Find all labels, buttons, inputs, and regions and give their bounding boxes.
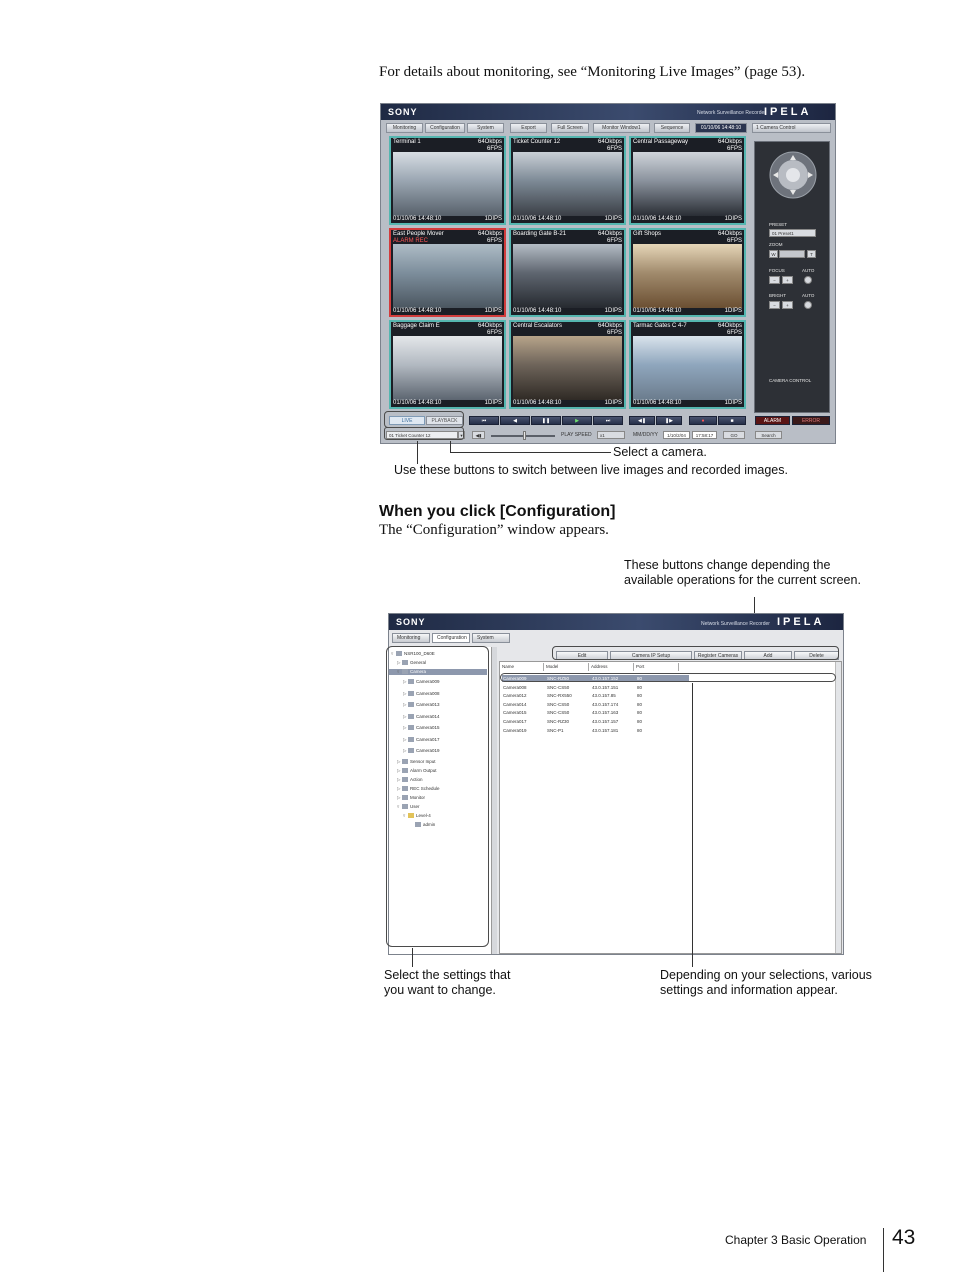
camera-tile[interactable]	[509, 228, 626, 317]
table-cell: 43.0.157.151	[592, 684, 619, 690]
camera-fps: 6FPS	[606, 330, 622, 336]
camera-name: Central Passageway	[633, 139, 689, 145]
focus-auto-label: AUTO	[802, 268, 815, 273]
skip-end-button[interactable]: ⏭	[593, 416, 623, 425]
date-label: MM/DD/YY	[633, 432, 658, 438]
title-bar	[389, 614, 844, 630]
section-body: The “Configuration” window appears.	[379, 522, 609, 538]
frame-back-button[interactable]: ◀❚	[629, 416, 655, 425]
table-cell: Camera015	[503, 710, 527, 716]
camera-name: Boarding Gate B-21	[513, 231, 567, 237]
camera-control-select[interactable]: 1 Camera Control	[752, 123, 831, 133]
callout-buttons-line2: available operations for the current screen.	[624, 573, 861, 587]
bright-auto-label: AUTO	[802, 293, 815, 298]
datetime-display: 01/10/06 14:48:10	[695, 123, 747, 133]
delete-button[interactable]: Delete	[794, 651, 839, 660]
tab-system[interactable]: System	[467, 123, 504, 133]
camera-timestamp: 01/10/06 14:48:10	[393, 216, 442, 222]
sony-logo: SONY	[396, 617, 426, 627]
camera-tile[interactable]	[629, 228, 746, 317]
tree-item-rec-schedule[interactable]: ▷ REC Schedule	[397, 786, 440, 791]
camera-timestamp: 01/10/06 14:48:10	[633, 400, 682, 406]
play-speed-label: PLAY SPEED	[561, 432, 592, 438]
camera-ips: 1DIPS	[484, 400, 502, 406]
zoom-wide-button[interactable]: W	[769, 250, 778, 258]
alarm-rec-badge: ALARM REC	[393, 238, 429, 244]
callout-info-line2: settings and information appear.	[660, 983, 838, 997]
table-cell: 43.0.157.181	[592, 727, 619, 733]
camera-bitrate: 64Okbps	[597, 323, 622, 329]
tree-item-camera-child[interactable]: ▷ Camera009	[403, 679, 440, 684]
sequence-button[interactable]: Sequence	[654, 123, 690, 133]
camera-timestamp: 01/10/06 14:48:10	[513, 400, 562, 406]
camera-feed-image	[393, 336, 502, 400]
callout-info-line1: Depending on your selections, various	[660, 968, 872, 982]
tree-item-label: Camera015	[416, 725, 440, 730]
tree-item-admin[interactable]: admin	[415, 822, 435, 827]
callout-settings-line1: Select the settings that	[384, 968, 511, 982]
tree-item-alarm-output[interactable]: ▷ Alarm Output	[397, 768, 437, 773]
tab-configuration[interactable]: Configuration	[432, 633, 470, 643]
bright-minus-button[interactable]: −	[769, 301, 780, 309]
full-screen-button[interactable]: Full Screen	[551, 123, 589, 133]
tree-item-camera-child[interactable]: ▷ Camera013	[403, 702, 440, 707]
tree-item-camera-child[interactable]: ▷ Camera014	[403, 713, 440, 719]
table-cell: Camera014	[503, 701, 527, 707]
camera-ips: 1DIPS	[724, 400, 742, 406]
zoom-slider[interactable]	[779, 250, 805, 258]
camera-select-highlight	[384, 427, 464, 440]
tree-item-camera[interactable]: ▿ Camera	[389, 669, 487, 675]
tree-item-camera-child[interactable]: ▷ Camera017	[403, 736, 440, 742]
camera-feed-image	[393, 152, 502, 216]
column-header-port[interactable]: Port	[634, 663, 679, 671]
date-input[interactable]: 1/10/2/04	[663, 431, 690, 439]
bright-auto-button[interactable]	[804, 301, 812, 309]
play-speed-select[interactable]: x1	[597, 431, 625, 439]
register-cameras-button[interactable]: Register Cameras	[694, 651, 742, 660]
tree-item-general[interactable]: ▷ General	[397, 660, 427, 665]
camera-bitrate: 64Okbps	[597, 231, 622, 237]
table-cell: Camera017	[503, 719, 527, 724]
table-cell: 80	[637, 727, 643, 733]
volume-slider-handle[interactable]	[523, 431, 526, 440]
time-input[interactable]: 17:58:17	[692, 431, 717, 439]
tab-monitoring[interactable]: Monitoring	[386, 123, 423, 133]
tree-item-label: Camera017	[416, 736, 440, 742]
camera-timestamp: 01/10/06 14:48:10	[633, 308, 682, 314]
camera-tile[interactable]	[389, 320, 506, 409]
table-cell: Camera009	[503, 676, 527, 681]
camera-fps: 6FPS	[486, 238, 502, 244]
camera-fps: 6FPS	[606, 238, 622, 244]
camera-timestamp: 01/10/06 14:48:10	[393, 400, 442, 406]
table-cell: SNC-RZ30	[547, 719, 570, 724]
camera-ips: 1DIPS	[604, 308, 622, 314]
pause-button[interactable]: ❚❚	[531, 416, 561, 425]
camera-feed-image	[633, 336, 742, 400]
ipela-logo: IPELA	[764, 106, 812, 118]
camera-fps: 6FPS	[726, 146, 742, 152]
product-name: Network Surveillance Recorder	[701, 621, 770, 627]
tree-item-camera-child[interactable]: ▷ Camera008	[403, 690, 440, 696]
camera-name: Tarmac Gates C 4-7	[633, 323, 687, 329]
table-cell: 80	[637, 710, 643, 716]
focus-auto-button[interactable]	[804, 276, 812, 284]
column-header-address[interactable]: Address	[589, 663, 634, 671]
camera-tile[interactable]	[389, 228, 506, 317]
tree-item-label: Camera019	[416, 748, 440, 753]
monitoring-screenshot	[380, 103, 836, 444]
table-cell: Camera019	[503, 727, 527, 733]
table-cell: SNC-CS50	[547, 710, 570, 716]
callout-select-camera: Select a camera.	[613, 445, 707, 459]
callout-live-playback: Use these buttons to switch between live images and recorded images.	[394, 463, 788, 477]
leader-line	[450, 452, 611, 453]
tree-scrollbar[interactable]	[492, 647, 497, 955]
camera-ips: 1DIPS	[484, 216, 502, 222]
camera-ip-setup-button[interactable]: Camera IP Setup	[610, 651, 692, 660]
camera-timestamp: 01/10/06 14:48:10	[633, 216, 682, 222]
audio-icon[interactable]: ◀▮	[472, 431, 485, 439]
export-button[interactable]: Export	[510, 123, 547, 133]
camera-control-panel	[754, 141, 830, 413]
grid-scrollbar[interactable]	[835, 662, 841, 953]
camera-feed-image	[513, 152, 622, 216]
camera-tile[interactable]	[629, 136, 746, 225]
camera-feed-image	[513, 336, 622, 400]
camera-ips: 1DIPS	[724, 308, 742, 314]
tab-system[interactable]: System	[472, 633, 510, 643]
table-cell: Camera008	[503, 684, 527, 690]
tree-item-level[interactable]: ▿ Level-4	[403, 813, 431, 818]
step-back-button[interactable]: ◀	[500, 416, 530, 425]
table-cell: 43.0.157.85	[592, 693, 616, 699]
camera-fps: 6FPS	[726, 330, 742, 336]
add-button[interactable]: Add	[744, 651, 792, 660]
focus-minus-button[interactable]: −	[769, 276, 780, 284]
column-header-name[interactable]: Name	[500, 663, 544, 671]
camera-ips: 1DIPS	[604, 400, 622, 406]
camera-ips: 1DIPS	[484, 308, 502, 314]
tree-item-label: Camera014	[416, 713, 440, 719]
action-buttons-highlight	[552, 646, 839, 660]
camera-bitrate: 64Okbps	[717, 139, 742, 145]
tree-item-sensor-input[interactable]: ▷ Sensor Input	[397, 759, 436, 764]
camera-fps: 6FPS	[486, 330, 502, 336]
table-cell: SNC-CS50	[547, 701, 570, 707]
live-playback-highlight	[384, 411, 464, 428]
edit-button[interactable]: Edit	[556, 651, 608, 660]
table-cell: 43.0.157.174	[592, 701, 619, 707]
camera-name: Baggage Claim E	[393, 323, 440, 329]
camera-name: Ticket Counter 12	[513, 139, 561, 145]
record-button[interactable]: ●	[689, 416, 717, 425]
table-cell: 43.0.157.157	[592, 719, 619, 724]
camera-timestamp: 01/10/06 14:48:10	[513, 216, 562, 222]
camera-list-grid	[499, 661, 842, 954]
camera-name: Terminal 1	[393, 139, 421, 145]
camera-fps: 6FPS	[726, 238, 742, 244]
camera-bitrate: 64Okbps	[477, 323, 502, 329]
table-cell: 80	[637, 676, 643, 681]
playback-button[interactable]: PLAYBACK	[426, 416, 463, 425]
table-cell: 43.0.157.152	[592, 676, 619, 681]
footer-divider	[883, 1228, 884, 1272]
selected-row-outline	[500, 673, 836, 682]
camera-bitrate: 64Okbps	[717, 231, 742, 237]
leader-line	[417, 441, 418, 464]
table-cell: Camera012	[503, 693, 527, 699]
error-indicator: ERROR	[792, 416, 830, 425]
table-cell: 80	[637, 719, 643, 724]
callout-buttons-line1: These buttons change depending the	[624, 558, 831, 572]
camera-feed-image	[633, 152, 742, 216]
camera-name: East People Mover	[393, 231, 444, 237]
page-number: 43	[892, 1226, 916, 1249]
camera-fps: 6FPS	[606, 146, 622, 152]
camera-fps: 6FPS	[486, 146, 502, 152]
table-cell: SNC-RZ50	[547, 676, 570, 681]
table-cell: 80	[637, 684, 643, 690]
camera-feed-image	[633, 244, 742, 308]
leader-line	[412, 948, 413, 967]
product-name: Network Surveillance Recorder	[697, 110, 766, 116]
monitor-window-select[interactable]: Monitor Window1	[593, 123, 650, 133]
skip-start-button[interactable]: ⏮	[469, 416, 499, 425]
camera-feed-image	[513, 244, 622, 308]
tab-monitoring[interactable]: Monitoring	[392, 633, 430, 643]
camera-timestamp: 01/10/06 14:48:10	[513, 308, 562, 314]
stop-button[interactable]: ■	[718, 416, 746, 425]
camera-timestamp: 01/10/06 14:48:10	[393, 308, 442, 314]
tree-item-user[interactable]: ▿ User	[397, 804, 420, 809]
ipela-logo: IPELA	[777, 616, 825, 628]
focus-label: FOCUS	[769, 268, 785, 273]
intro-text: For details about monitoring, see “Monitoring Live Images” (page 53).	[379, 64, 806, 80]
camera-control-label: CAMERA CONTROL	[769, 378, 812, 383]
camera-select[interactable]: 01 Ticket Counter 12	[386, 431, 458, 439]
table-cell: 80	[637, 693, 643, 699]
tree-item-camera-child[interactable]: ▷ Camera019	[403, 748, 440, 753]
settings-tree-highlight	[386, 646, 489, 947]
tree-item-camera-child[interactable]: ▷ Camera015	[403, 725, 440, 730]
table-cell: SNC-P1	[547, 727, 564, 733]
zoom-tele-button[interactable]: T	[807, 250, 816, 258]
bright-plus-button[interactable]: +	[782, 301, 793, 309]
camera-tile[interactable]	[509, 136, 626, 225]
camera-ips: 1DIPS	[724, 216, 742, 222]
play-button[interactable]: ▶	[562, 416, 592, 425]
bright-label: BRIGHT	[769, 293, 787, 298]
camera-name: Gift Shops	[633, 231, 662, 237]
callout-settings-line2: you want to change.	[384, 983, 496, 997]
zoom-label: ZOOM	[769, 242, 783, 247]
table-cell: SNC-CS50	[547, 684, 570, 690]
go-button[interactable]: GO	[723, 431, 745, 439]
section-heading: When you click [Configuration]	[379, 503, 616, 520]
column-header-model[interactable]: Model	[544, 663, 589, 671]
camera-bitrate: 64Okbps	[717, 323, 742, 329]
focus-plus-button[interactable]: +	[782, 276, 793, 284]
footer-chapter: Chapter 3 Basic Operation	[725, 1233, 867, 1247]
frame-forward-button[interactable]: ❚▶	[656, 416, 682, 425]
tree-item-label: Camera013	[416, 702, 440, 707]
tree-item-action[interactable]: ▷ Action	[397, 777, 423, 782]
leader-line	[692, 683, 693, 967]
table-cell: SNC-RX550	[547, 693, 572, 699]
preset-label: PRESET	[769, 222, 788, 227]
ptz-joystick-icon[interactable]	[768, 150, 818, 200]
table-cell: 43.0.157.163	[592, 710, 619, 716]
table-cell: 80	[637, 701, 643, 707]
camera-name: Central Escalators	[513, 323, 563, 329]
camera-bitrate: 64Okbps	[597, 139, 622, 145]
preset-select[interactable]: 01 Preset1	[769, 229, 816, 237]
camera-feed-image	[393, 244, 502, 308]
live-button[interactable]: LIVE	[389, 416, 425, 425]
camera-bitrate: 64Okbps	[477, 231, 502, 237]
tab-configuration[interactable]: Configuration	[425, 123, 465, 133]
camera-bitrate: 64Okbps	[477, 139, 502, 145]
camera-tile[interactable]	[509, 320, 626, 409]
camera-tile[interactable]	[389, 136, 506, 225]
sony-logo: SONY	[388, 107, 418, 117]
camera-select-arrow-icon[interactable]: ▾	[458, 431, 465, 439]
tree-root[interactable]: ▿ NSR100_D60E	[391, 651, 435, 656]
alarm-indicator: ALARM	[755, 416, 790, 425]
tree-item-monitor[interactable]: ▷ Monitor	[397, 795, 426, 800]
tree-item-label: Camera009	[416, 679, 440, 684]
search-button[interactable]: Search	[755, 431, 782, 439]
tree-item-label: Camera008	[416, 690, 440, 696]
camera-tile[interactable]	[629, 320, 746, 409]
camera-ips: 1DIPS	[604, 216, 622, 222]
